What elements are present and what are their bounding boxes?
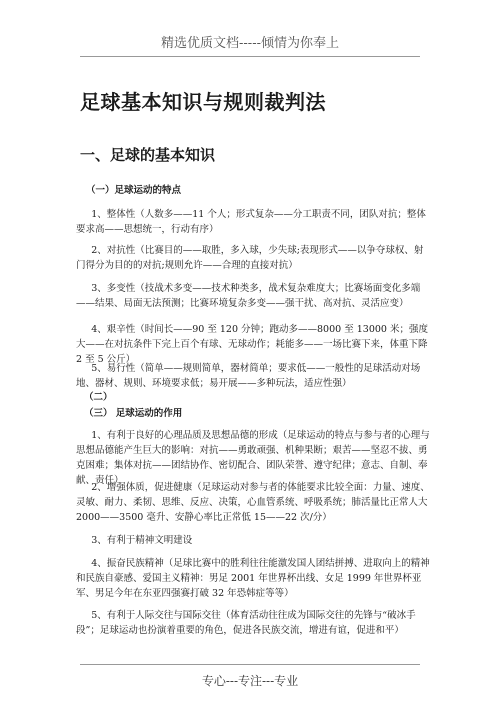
paragraph-item: 4、艰辛性（时间长——90 至 120 分钟；跑动多——8000 至 13000 米；强度大——在对抗条件下完上百个有球、无球动作；耗能多——一场比赛下来，体重下降 2 至 5 公斤） — [76, 324, 428, 365]
paragraph-item: 2、增强体质，促进健康（足球运动对参与者的体能要求比较全面：力量、速度、灵敏、耐力、柔韧、思维、反应、决策，心血管系统、呼吸系统；肺活量比正常人大 2000——3500 毫升、安静心率比正常低 15——22 次/分） — [76, 482, 430, 523]
subsection-heading-features: （一）足球运动的特点 — [86, 185, 182, 196]
paragraph-item: 3、多变性（技战术多变——技术种类多，战术复杂难度大；比赛场面变化多端——结果、局面无法预测；比赛环境复杂多变——强干扰、高对抗、灵活应变） — [76, 283, 421, 309]
paragraph-item: 1、有利于良好的心理品质及思想品德的形成（足球运动的特点与参与者的心理与思想品德能产生巨大的影响：对抗——勇敢顽强、机种果断；艰苦——坚忍不拔、勇克困难；集体对抗——团结协作、密切配合、团队荣誉、遵守纪律；意志、自制、奉献、责任） — [76, 430, 430, 486]
footer-divider — [80, 664, 420, 665]
header-divider — [80, 56, 420, 57]
page-header: 精选优质文档-----倾情为你奉上 — [161, 36, 339, 51]
page-footer: 专心---专注---专业 — [201, 674, 299, 688]
paragraph-item: 4、振奋民族精神（足球比赛中的胜利往往能激发国人团结拼搏、进取向上的精神和民族自豪感、爱国主义精神：男足 2001 年世界杯出线、女足 1999 年世界杯亚军、男足今年在东亚四强赛打破 32 年恐韩症等等） — [76, 558, 430, 599]
paragraph-item: 1、整体性（人数多——11 个人；形式复杂——分工职责不同，团队对抗；整体要求高——思想统一，行动有序） — [76, 209, 426, 235]
subsection-heading-effects: （三） 足球运动的作用 — [84, 408, 183, 419]
paragraph-item: 3、有利于精神文明建设 — [91, 535, 193, 546]
paragraph-item: 2、对抗性（比赛目的——取胜，多入球，少失球;表现形式——以争夺球权、射门得分为目的的对抗;规则允许——合理的直接对抗） — [76, 245, 424, 271]
document-title: 足球基本知识与规则裁判法 — [80, 90, 326, 114]
paragraph-item: 5、有利于人际交往与国际交往（体育活动往往成为国际交往的先锋与“破冰手段”；足球运动也扮演着重要的角色，促进各民族交流，增进有谊，促进和平） — [76, 610, 416, 636]
paragraph-item: 5、易行性（简单——规则简单，器材简单；要求低——一般性的足球活动对场地、器材、规则、环境要求低；易开展——多种玩法，适应性强） — [76, 363, 421, 389]
section-heading: 一、足球的基本知识 — [80, 146, 216, 164]
subsection-heading-empty: （二） — [84, 392, 113, 403]
